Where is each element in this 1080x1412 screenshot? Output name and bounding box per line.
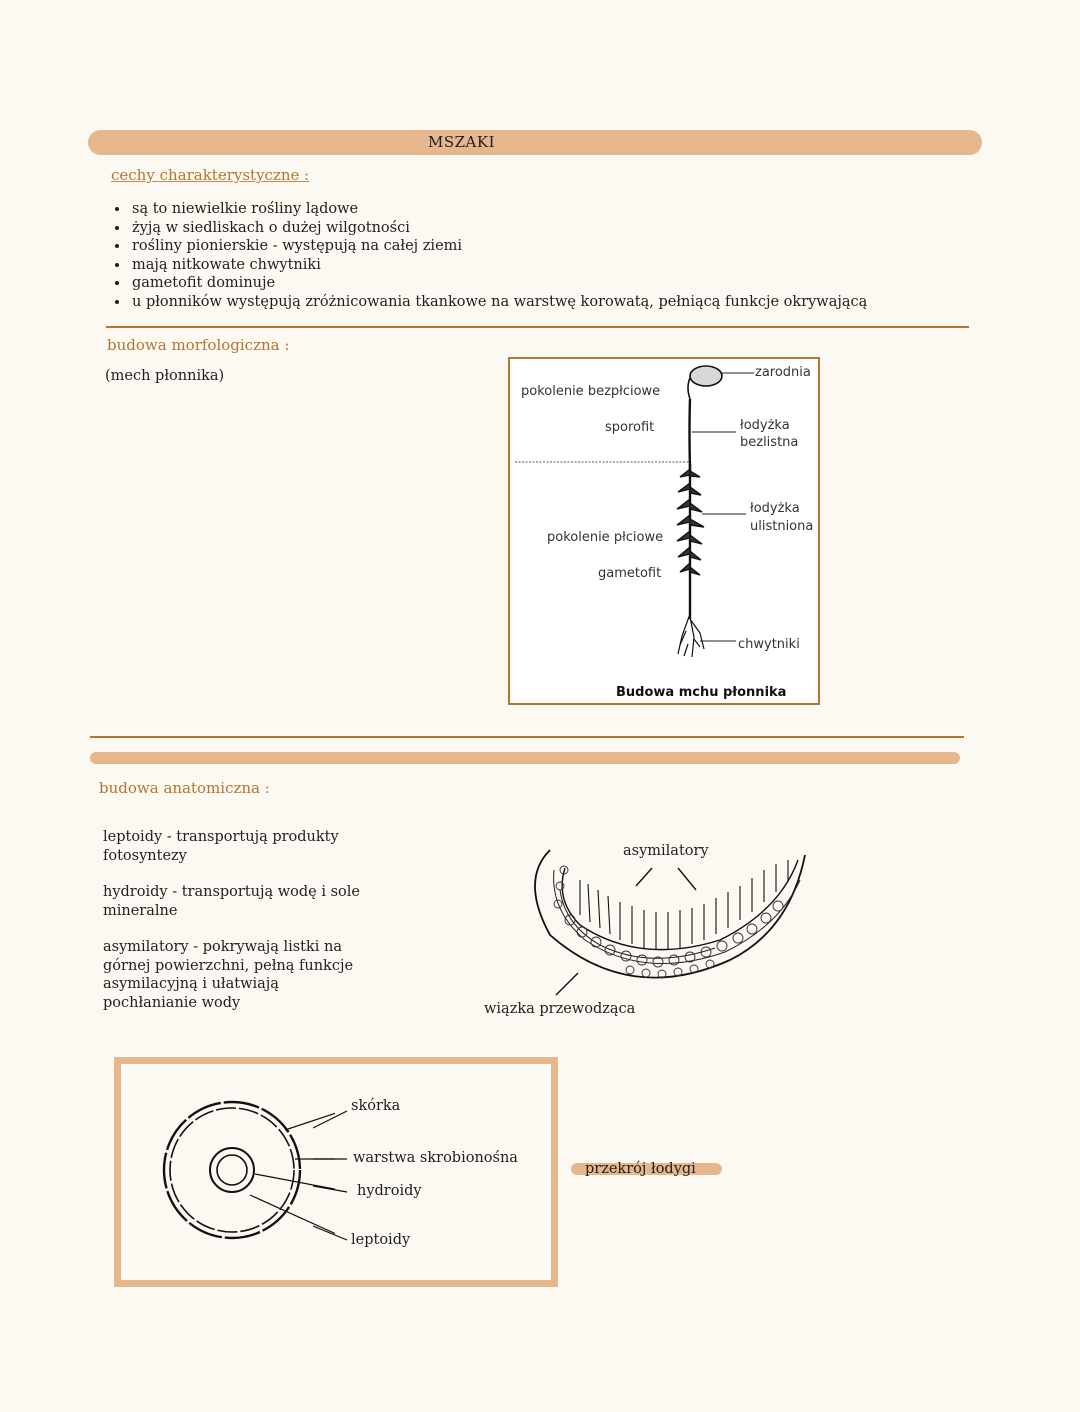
sexual-generation-label: pokolenie płciowe [547, 530, 664, 545]
gametophyte-label: gametofit [598, 566, 662, 581]
list-item: • rośliny pionierskie - występują na całej ziemi [130, 237, 1010, 256]
leptoids-figure-label: leptoidy [351, 1232, 411, 1248]
hydroids-figure-label: hydroidy [357, 1183, 422, 1199]
morphology-note: (mech płonnika) [105, 368, 225, 384]
starch-layer-label: warstwa skrobionośna [353, 1150, 518, 1166]
leafy-stem-label-1: łodyżka [750, 501, 800, 516]
page-title: MSZAKI [428, 133, 496, 151]
assimilators-description: asymilatory - pokrywają listki na górnej powierzchni, pełną funkcje asymilacyjną i ułatwiają pochłanianie wody [103, 939, 354, 1011]
divider [90, 736, 964, 738]
divider [106, 326, 969, 328]
leafless-stem-label-1: łodyżka [740, 418, 790, 433]
asexual-generation-label: pokolenie bezpłciowe [521, 384, 661, 399]
list-item: • żyją w siedliskach o dużej wilgotności [130, 219, 1010, 238]
stem-leader-lines [313, 1095, 353, 1245]
leaf-cross-section-drawing [480, 840, 820, 1015]
rhizoids-label: chwytniki [738, 637, 800, 652]
capsule-label: zarodnia [755, 365, 811, 380]
leptoids-description: leptoidy - transportują produkty fotosyntezy [103, 829, 339, 864]
list-item: • u płonników występują zróżnicowania tkankowe na warstwę korowatą, pełniącą funkcje okrywającą [130, 293, 1010, 312]
list-item: • są to niewielkie rośliny lądowe [130, 200, 1010, 219]
features-label: cechy charakterystyczne : [111, 166, 310, 184]
figure-caption: Budowa mchu płonnika [616, 685, 787, 700]
features-list [112, 200, 1010, 311]
sporophyte-label: sporofit [605, 420, 655, 435]
anatomy-label: budowa anatomiczna : [99, 779, 270, 797]
moss-figure [508, 357, 820, 705]
list-item: • gametofit dominuje [130, 274, 1010, 293]
leafless-stem-label-2: bezlistna [740, 435, 799, 450]
list-item: • mają nitkowate chwytniki [130, 256, 1010, 275]
separator-band [90, 752, 960, 764]
title-band [88, 130, 982, 155]
morphology-label: budowa morfologiczna : [107, 336, 290, 354]
stem-section-caption: przekrój łodygi [585, 1161, 696, 1177]
skin-label: skórka [351, 1098, 401, 1114]
stem-cross-section-drawing [155, 1095, 335, 1245]
leafy-stem-label-2: ulistniona [750, 519, 814, 534]
vascular-bundle-label: wiązka przewodząca [484, 1001, 636, 1017]
assimilators-figure-label: asymilatory [623, 843, 709, 859]
hydroids-description: hydroidy - transportują wodę i sole mineralne [103, 884, 360, 919]
